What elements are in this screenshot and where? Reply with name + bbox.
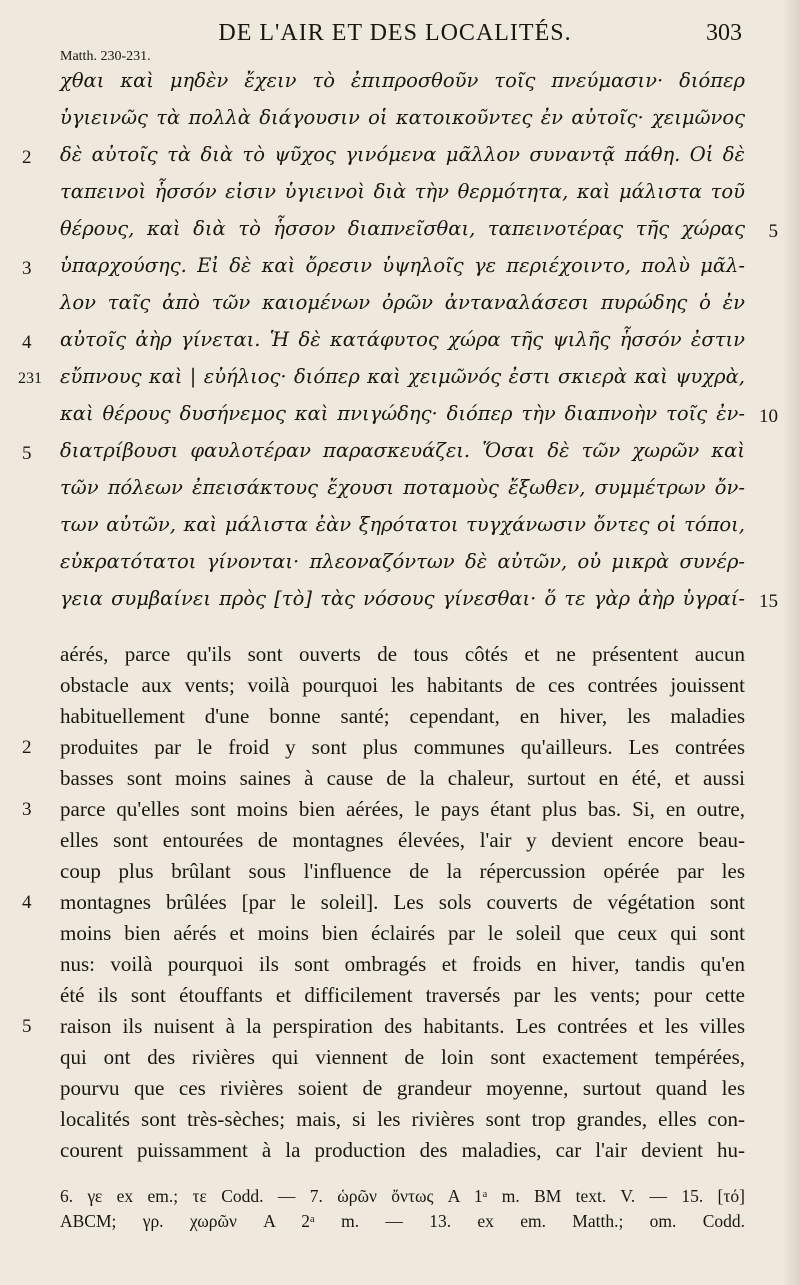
french-line: basses sont moins saines à cause de la chaleur, surtout en été, et aussi bbox=[60, 766, 745, 790]
french-line: qui ont des rivières qui viennent de loin sont exactement tempérées, bbox=[60, 1045, 745, 1069]
french-line: aérés, parce qu'ils sont ouverts de tous côtés et ne présentent aucun bbox=[60, 642, 745, 666]
source-reference: Matth. 230-231. bbox=[60, 49, 151, 64]
greek-line: χθαι καὶ μηδὲν ἔχειν τὸ ἐπιπροσθοῦν τοῖς πνεύμασιν· διόπερ bbox=[60, 69, 745, 92]
greek-line: θέρους, καὶ διὰ τὸ ἧσσον διαπνεῖσθαι, ταπεινοτέρας τῆς χώρας bbox=[60, 217, 745, 240]
margin-number-left: 3 bbox=[22, 258, 32, 279]
greek-line: λον ταῖς ἀπὸ τῶν καιομένων ὀρῶν ἀνταναλάσεσι πυρώδης ὁ ἐν bbox=[60, 291, 745, 314]
greek-line: τῶν πόλεων ἐπεισάκτους ἔχουσι ποταμοὺς ἔξωθεν, συμμέτρων ὄν- bbox=[60, 476, 745, 499]
margin-number-left: 5 bbox=[22, 1016, 32, 1037]
french-line: pourvu que ces rivières soient de grandeur moyenne, surtout quand les bbox=[60, 1076, 745, 1100]
french-line: obstacle aux vents; voilà pourquoi les habitants de ces contrées jouissent bbox=[60, 673, 745, 697]
margin-number-left: 2 bbox=[22, 737, 32, 758]
note-line: 6. γε ex em.; τε Codd. — 7. ὡρῶν ὄντως A 1ᵃ m. BM text. V. — 15. [τό] bbox=[60, 1186, 745, 1206]
greek-line: εὐκρατότατοι γίνονται· πλεοναζόντων δὲ αὐτῶν, οὐ μικρὰ συνέρ- bbox=[60, 550, 745, 573]
french-line: moins bien aérés et moins bien éclairés par le soleil que ceux qui sont bbox=[60, 921, 745, 945]
margin-line-number: 5 bbox=[768, 221, 778, 242]
greek-line: εὔπνους καὶ | εὐήλιος· διόπερ καὶ χειμῶνός ἐστι σκιερὰ καὶ ψυχρὰ, bbox=[60, 365, 745, 388]
greek-line: ὑγιεινῶς τὰ πολλὰ διάγουσιν οἱ κατοικοῦντες ἐν αὐτοῖς· χειμῶνος bbox=[60, 106, 745, 129]
french-line: nus: voilà pourquoi ils sont ombragés et froids en hiver, tandis qu'en bbox=[60, 952, 745, 976]
french-line: elles sont entourées de montagnes élevées, l'air y devient encore beau- bbox=[60, 828, 745, 852]
french-line: raison ils nuisent à la perspiration des habitants. Les contrées et les villes bbox=[60, 1014, 745, 1038]
margin-number-left: 5 bbox=[22, 443, 32, 464]
french-line: été ils sont étouffants et difficilement traversés par les vents; pour cette bbox=[60, 983, 745, 1007]
margin-number-left: 4 bbox=[22, 892, 32, 913]
greek-line: διατρίβουσι φαυλοτέραν παρασκευάζει. Ὅσαι δὲ τῶν χωρῶν καὶ bbox=[60, 439, 745, 462]
page-number: 303 bbox=[706, 20, 742, 46]
running-title: DE L'AIR ET DES LOCALITÉS. bbox=[218, 20, 572, 46]
greek-line: ταπεινοὶ ἧσσόν εἰσιν ὑγιεινοὶ διὰ τὴν θερμότητα, καὶ μάλιστα τοῦ bbox=[60, 180, 745, 203]
greek-line: αὐτοῖς ἀὴρ γίνεται. Ἡ δὲ κατάφυτος χώρα τῆς ψιλῆς ἧσσόν ἐστιν bbox=[60, 328, 745, 351]
french-line: localités sont très-sèches; mais, si les rivières sont trop grandes, elles con- bbox=[60, 1107, 745, 1131]
margin-line-number: 15 bbox=[759, 591, 778, 612]
margin-number-left: 4 bbox=[22, 332, 32, 353]
greek-line: γεια συμβαίνει πρὸς [τὸ] τὰς νόσους γίνεσθαι· ὅ τε γὰρ ἀὴρ ὑγραί- bbox=[60, 587, 745, 610]
margin-line-number: 10 bbox=[759, 406, 778, 427]
french-line: parce qu'elles sont moins bien aérées, le pays étant plus bas. Si, en outre, bbox=[60, 797, 745, 821]
french-line: produites par le froid y sont plus communes qu'ailleurs. Les contrées bbox=[60, 735, 745, 759]
margin-number-left: 3 bbox=[22, 799, 32, 820]
margin-page-ref: 231 bbox=[18, 370, 42, 387]
margin-number-left: 2 bbox=[22, 147, 32, 168]
french-line: habituellement d'une bonne santé; cependant, en hiver, les maladies bbox=[60, 704, 745, 728]
greek-line: των αὐτῶν, καὶ μάλιστα ἐὰν ξηρότατοι τυγχάνωσιν ὄντες οἱ τόποι, bbox=[60, 513, 745, 536]
greek-line: καὶ θέρους δυσήνεμος καὶ πνιγώδης· διόπερ τὴν διαπνοὴν τοῖς ἐν- bbox=[60, 402, 745, 425]
greek-line: ὑπαρχούσης. Εἰ δὲ καὶ ὄρεσιν ὑψηλοῖς γε περιέχοιντο, πολὺ μᾶλ- bbox=[60, 254, 745, 277]
greek-line: δὲ αὐτοῖς τὰ διὰ τὸ ψῦχος γινόμενα μᾶλλον συναντᾷ πάθη. Οἱ δὲ bbox=[60, 143, 745, 166]
french-line: montagnes brûlées [par le soleil]. Les sols couverts de végétation sont bbox=[60, 890, 745, 914]
note-line: ABCM; γρ. χωρῶν A 2ᵃ m. — 13. ex em. Matth.; om. Codd. bbox=[60, 1211, 745, 1231]
french-line: coup plus brûlant sous l'influence de la répercussion opérée par les bbox=[60, 859, 745, 883]
french-line: courent puissamment à la production des maladies, car l'air devient hu- bbox=[60, 1138, 745, 1162]
